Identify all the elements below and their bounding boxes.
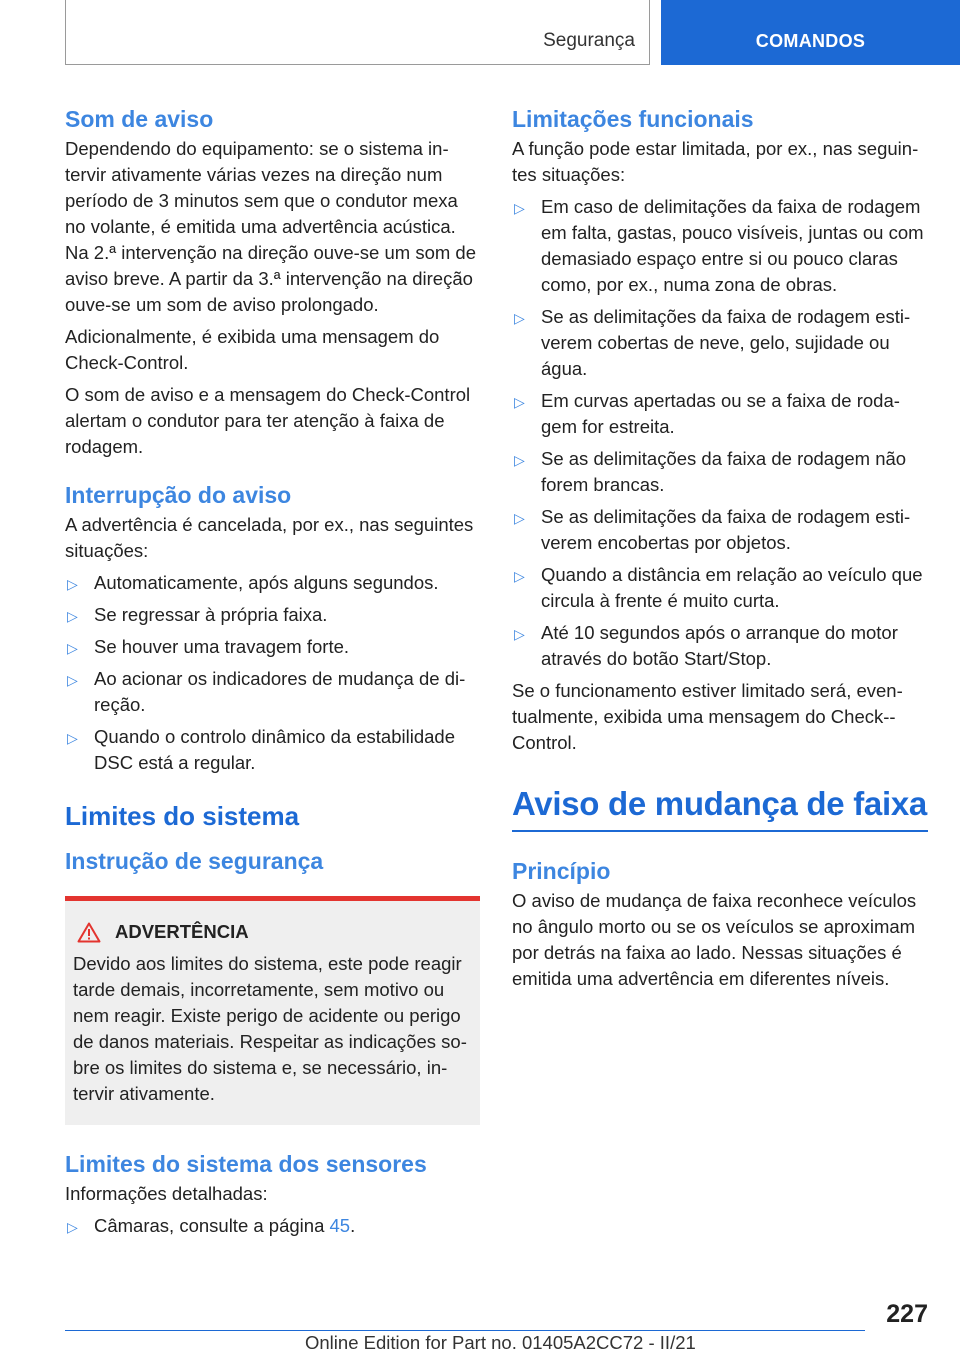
footer-divider (65, 1330, 865, 1331)
bullet-triangle-icon: ▷ (67, 640, 78, 656)
list-item: ▷ Em caso de delimitações da faixa de rodagem em falta, gastas, pouco visíveis, juntas ou com demasiado espaço entre si ou pouco claras como, por ex., numa zona de obras. (514, 196, 924, 295)
heading-aviso-mudanca-faixa: Aviso de mudança de faixa (512, 782, 928, 832)
list-item: ▷ Se regressar à própria faixa. (65, 602, 480, 628)
bullet-triangle-icon: ▷ (514, 568, 525, 584)
header-chapter-tab (661, 0, 960, 65)
header-section-title: Segurança (543, 30, 635, 51)
list-item: ▷ Se as delimitações da faixa de rodagem estiverem encobertas por objetos. (514, 506, 911, 553)
bullet-triangle-icon: ▷ (514, 394, 525, 410)
heading-principio: Princípio (512, 858, 611, 884)
list-item: ▷ Quando a distância em relação ao veículo que circula à frente é muito curta. (514, 564, 923, 611)
warning-box (65, 896, 480, 1125)
bullet-triangle-icon: ▷ (67, 730, 78, 746)
header-chapter-title: COMANDOS (755, 31, 866, 51)
list-limitacoes (512, 194, 928, 672)
heading-instrucao-seguranca: Instrução de segurança (65, 848, 324, 874)
paragraph: O aviso de mudança de faixa reconhece veículos no ângulo morto ou se os veículos se aproximam por detrás na faixa ao lado. Nessas situações é emitida uma advertência em diferentes níveis. (512, 890, 917, 989)
heading-interrupcao: Interrupção do aviso (65, 482, 292, 508)
right-column (512, 100, 928, 998)
list-item: ▷ Se houver uma travagem forte. (65, 634, 480, 660)
list-item: ▷ Se as delimitações da faixa de rodagem estiverem cobertas de neve, gelo, sujidade ou água. (514, 306, 911, 379)
bullet-triangle-icon: ▷ (67, 672, 78, 688)
footer-edition: Online Edition for Part no. 01405A2CC72 - II/21 (305, 1332, 696, 1353)
header-section-box (65, 0, 650, 65)
warning-triangle-icon (77, 922, 101, 943)
paragraph: A advertência é cancelada, por ex., nas seguintes situações: (65, 514, 474, 561)
list-item: ▷ Ao acionar os indicadores de mudança de direção. (67, 668, 466, 715)
list-item: ▷ Quando o controlo dinâmico da estabilidade DSC está a regular. (67, 726, 455, 773)
list-item: ▷ Até 10 segundos após o arranque do motor através do botão Start/Stop. (514, 622, 898, 669)
left-column (65, 100, 480, 1245)
paragraph: Dependendo do equipamento: se o sistema intervir ativamente várias vezes na direção num período de 3 minutos sem que o condutor mexa no volante, é emitida uma advertência acústica. Na 2.ª intervenção na direção ouve-se um som de aviso breve. A partir da 3.ª intervenção na direção ouve-se um som de aviso prolongado. (65, 138, 476, 315)
paragraph: A função pode estar limitada, por ex., nas seguintes situações: (512, 138, 919, 185)
bullet-triangle-icon: ▷ (514, 310, 525, 326)
page-number: 227 (886, 1300, 928, 1328)
list-item: ▷ Se as delimitações da faixa de rodagem não forem brancas. (514, 448, 907, 495)
page-link-45[interactable]: 45 (329, 1215, 351, 1236)
paragraph: Informações detalhadas: (65, 1183, 268, 1204)
bullet-triangle-icon: ▷ (514, 452, 525, 468)
heading-limites-do-sistema: Limites do sistema (65, 801, 300, 831)
paragraph: Adicionalmente, é exibida uma mensagem do Check-Control. (65, 326, 440, 373)
heading-som-de-aviso: Som de aviso (65, 106, 214, 132)
bullet-triangle-icon: ▷ (67, 576, 78, 592)
warning-text: Devido aos limites do sistema, este pode reagir tarde demais, incorretamente, sem motivo ou nem reagir. Existe perigo de acidente ou perigo de danos materiais. Respeitar as indicações sobre os limites do sistema e, se necessário, intervir ativamente. (73, 953, 467, 1104)
list-item: ▷ Em curvas apertadas ou se a faixa de rodagem for estreita. (514, 390, 900, 437)
list-sensores (65, 1213, 480, 1239)
bullet-triangle-icon: ▷ (67, 1219, 78, 1235)
list-item: ▷ Câmaras, consulte a página 45. (65, 1213, 480, 1239)
list-interrupcao (65, 570, 480, 776)
bullet-triangle-icon: ▷ (514, 200, 525, 216)
bullet-triangle-icon: ▷ (514, 626, 525, 642)
warning-title: ADVERTÊNCIA (73, 921, 472, 943)
list-item: ▷ Automaticamente, após alguns segundos. (65, 570, 480, 596)
bullet-triangle-icon: ▷ (514, 510, 525, 526)
paragraph: Se o funcionamento estiver limitado será, eventualmente, exibida uma mensagem do Check-Control. (512, 680, 903, 753)
heading-limites-sensores: Limites do sistema dos sensores (65, 1151, 427, 1177)
bullet-triangle-icon: ▷ (67, 608, 78, 624)
heading-limitacoes-funcionais: Limitações funcionais (512, 106, 754, 132)
paragraph: O som de aviso e a mensagem do Check-Control alertam o condutor para ter atenção à faixa de rodagem. (65, 384, 471, 457)
